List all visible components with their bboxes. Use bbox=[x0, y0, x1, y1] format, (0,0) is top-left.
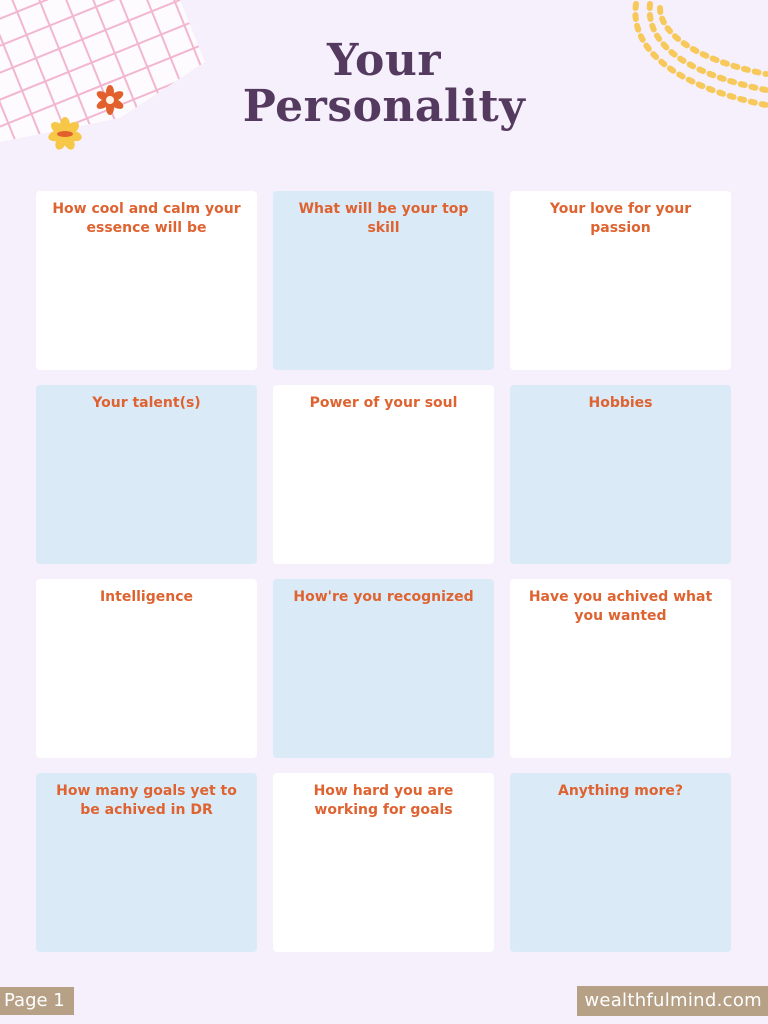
prompt-card-label: Intelligence bbox=[99, 589, 194, 605]
prompt-card-label: How many goals yet to be achived in DR bbox=[56, 783, 237, 818]
prompt-card-label: Have you achived what you wanted bbox=[528, 589, 713, 624]
prompt-card-label: Anything more? bbox=[558, 783, 683, 799]
title-line-1: Your bbox=[326, 35, 442, 86]
prompt-card-label: Power of your soul bbox=[309, 395, 458, 411]
prompt-card-label: How're you recognized bbox=[293, 589, 474, 605]
prompt-card[interactable] bbox=[273, 579, 494, 758]
prompt-card-label: Your talent(s) bbox=[92, 395, 201, 411]
prompt-card[interactable] bbox=[36, 385, 257, 564]
prompt-card[interactable] bbox=[36, 773, 257, 952]
prompt-card[interactable] bbox=[273, 773, 494, 952]
prompt-card[interactable] bbox=[36, 191, 257, 370]
title-line-2: Personality bbox=[242, 81, 526, 132]
prompt-card-label: How cool and calm your essence will be bbox=[52, 201, 241, 236]
prompt-card-label: What will be your top skill bbox=[298, 201, 469, 236]
prompt-card[interactable] bbox=[510, 191, 731, 370]
prompt-card-label: How hard you are working for goals bbox=[313, 783, 454, 818]
prompt-card[interactable] bbox=[510, 579, 731, 758]
prompt-card[interactable] bbox=[510, 773, 731, 952]
prompt-card[interactable] bbox=[273, 191, 494, 370]
prompt-card-label: Hobbies bbox=[588, 395, 653, 411]
page-number-label: Page 1 bbox=[0, 987, 74, 1015]
prompt-card[interactable] bbox=[36, 579, 257, 758]
prompt-card[interactable] bbox=[510, 385, 731, 564]
prompt-card-label: Your love for your passion bbox=[549, 201, 692, 236]
prompt-card-grid bbox=[36, 191, 732, 954]
prompt-card[interactable] bbox=[273, 385, 494, 564]
page-title bbox=[0, 35, 768, 132]
website-label: wealthfulmind.com bbox=[577, 986, 768, 1016]
